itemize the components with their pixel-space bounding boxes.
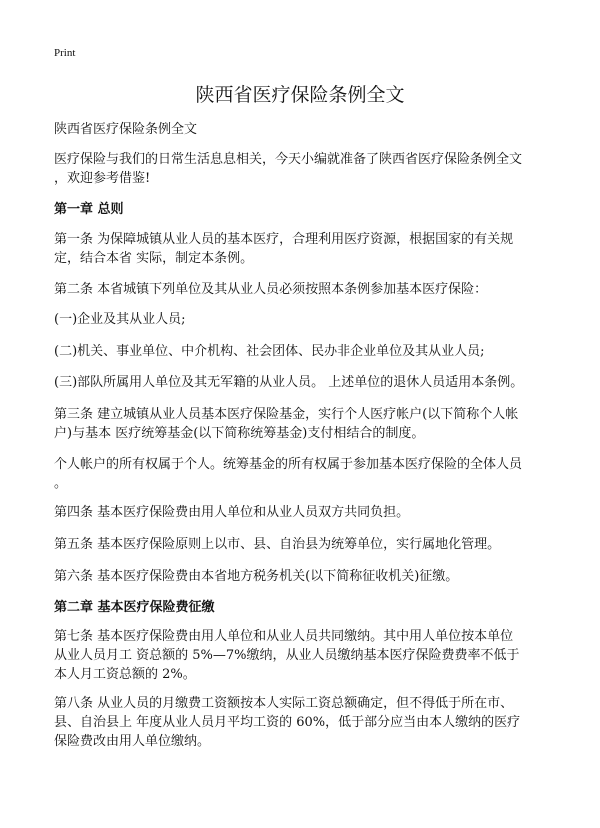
subtitle: 陕西省医疗保险条例全文 [54,122,198,137]
intro-paragraph [54,150,554,188]
article-1-line-1: 第一条 为保障城镇从业人员的基本医疗，合理利用医疗资源，根据国家的有关规 [54,232,514,247]
article-7-line-1: 第七条 基本医疗保险费由用人单位和从业人员共同缴纳。其中用人单位按本单位 [54,629,514,644]
article-4: 第四条 基本医疗保险费由用人单位和从业人员双方共同负担。 [54,505,410,520]
intro-line-1: 医疗保险与我们的日常生活息息相关，今天小编就准备了陕西省医疗保险条例全文 [54,152,523,167]
article-8-line-2: 县、自治县上 年度从业人员月平均工资的 60%，低于部分应当由本人缴纳的医疗 [54,715,521,730]
article-5: 第五条 基本医疗保险原则上以市、县、自治县为统筹单位，实行属地化管理。 [54,537,501,552]
article-3 [54,405,554,443]
article-6: 第六条 基本医疗保险费由本省地方税务机关(以下简称征收机关)征缴。 [54,569,459,584]
article-3-ownership [54,455,554,493]
article-7-line-3: 本人月工资总额的 2%。 [54,667,196,682]
chapter2-heading: 第二章 基本医疗保险费征缴 [54,600,215,615]
chapter1-heading: 第一章 总则 [54,202,124,217]
article-2-item-3: (三)部队所属用人单位及其无军籍的从业人员。 上述单位的退休人员适用本条例。 [54,375,524,390]
article-3-line-2: 户)与基本 医疗统筹基金(以下简称统筹基金)支付相结合的制度。 [54,426,425,441]
article-3-ownership-line-2: 。 [54,476,68,491]
article-8-line-3: 保险费改由用人单位缴纳。 [54,734,211,749]
article-8 [54,694,554,751]
article-8-line-1: 第八条 从业人员的月缴费工资额按本人实际工资总额确定，但不得低于所在市、 [54,696,514,711]
article-3-line-1: 第三条 建立城镇从业人员基本医疗保险基金，实行个人医疗帐户(以下简称个人帐 [54,407,519,422]
document-title: 陕西省医疗保险条例全文 [195,84,405,106]
article-7 [54,627,554,684]
article-2-item-2: (二)机关、事业单位、中介机构、社会团体、民办非企业单位及其从业人员; [54,344,485,359]
print-label: Print [54,47,76,59]
article-2-item-1: (一)企业及其从业人员; [54,312,186,327]
article-7-line-2: 从业人员月工 资总额的 5%—7%缴纳，从业人员缴纳基本医疗保险费费率不低于 [54,648,520,663]
intro-line-2: ，欢迎参考借鉴! [54,171,151,186]
article-3-ownership-line-1: 个人帐户的所有权属于个人。统筹基金的所有权属于参加基本医疗保险的全体人员 [54,457,523,472]
article-1-line-2: 定，结合本省 实际，制定本条例。 [54,251,254,266]
article-1 [54,230,554,268]
article-2: 第二条 本省城镇下列单位及其从业人员必须按照本条例参加基本医疗保险： [54,282,488,297]
